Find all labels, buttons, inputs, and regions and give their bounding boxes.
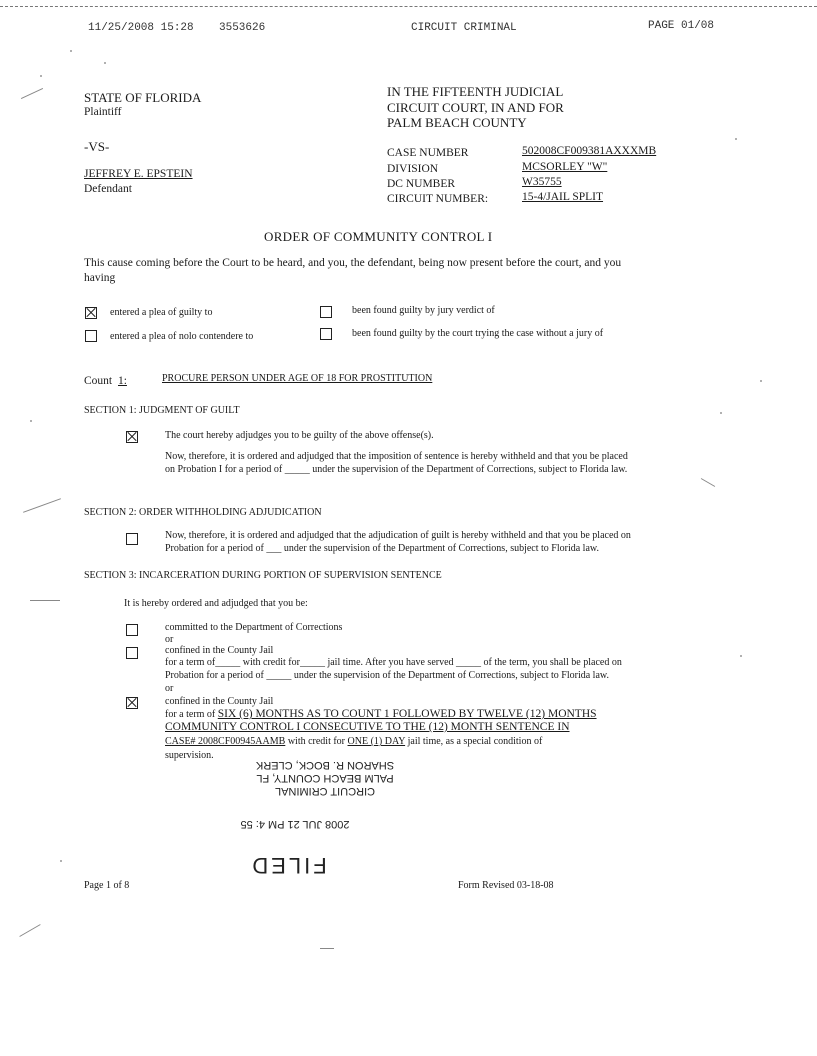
- doc-commitment-checkbox[interactable]: [126, 624, 138, 636]
- page-indicator: Page 1 of 8: [84, 880, 130, 891]
- stamp-line-1: CIRCUIT CRIMINAL: [274, 785, 376, 797]
- term-prefix: for a term of: [165, 709, 218, 720]
- scan-stroke: [23, 498, 61, 513]
- scan-speck: [104, 62, 106, 64]
- county-jail-option-2-line-2: [165, 708, 597, 720]
- fax-page-number: PAGE 01/08: [648, 20, 715, 32]
- related-case-number: CASE# 2008CF00945AAMB: [165, 736, 286, 747]
- division-value: MCSORLEY "W": [522, 161, 608, 173]
- scan-speck: [760, 380, 762, 382]
- scan-speck: [740, 655, 742, 657]
- count-number: 1:: [118, 375, 127, 387]
- or-separator-1: or: [165, 634, 174, 645]
- defendant-name: JEFFREY E. EPSTEIN: [84, 168, 193, 180]
- credit-prefix: with credit for: [285, 736, 348, 747]
- court-verdict-label: been found guilty by the court trying the case without a jury of: [352, 328, 604, 339]
- plea-guilty-label: entered a plea of guilty to: [110, 307, 213, 318]
- county-jail-option-1-line-1: confined in the County Jail: [165, 645, 274, 656]
- section-1-guilt-checkbox[interactable]: [126, 431, 138, 443]
- stamp-date: 2008 JUL 21 PM 4: 55: [240, 818, 350, 830]
- circuit-number-label: CIRCUIT NUMBER:: [387, 193, 489, 205]
- scan-stroke: [701, 478, 715, 487]
- court-verdict-checkbox[interactable]: [320, 328, 332, 340]
- scan-speck: [720, 412, 722, 414]
- plaintiff-label: Plaintiff: [84, 106, 122, 118]
- county-jail-option-1-line-2: for a term of_____ with credit for_____ jail time. After you have served _____ of the term, you shall be placed on: [165, 657, 622, 668]
- county-jail-option-2-line-5: supervision.: [165, 750, 214, 761]
- section-1-para-line-2: on Probation I for a period of _____ under the supervision of the Department of Corrections, subject to Florida law.: [165, 464, 628, 475]
- or-separator-2: or: [165, 683, 174, 694]
- section-1-line: The court hereby adjudges you to be guilty of the above offense(s).: [165, 430, 434, 441]
- count-offense: PROCURE PERSON UNDER AGE OF 18 FOR PROSTITUTION: [162, 373, 433, 384]
- jury-verdict-label: been found guilty by jury verdict of: [352, 305, 495, 316]
- term-value: SIX (6) MONTHS AS TO COUNT 1 FOLLOWED BY TWELVE (12) MONTHS: [217, 708, 597, 720]
- county-jail-option-2-checkbox[interactable]: [126, 697, 138, 709]
- section-2-heading: SECTION 2: ORDER WITHHOLDING ADJUDICATION: [84, 507, 322, 518]
- intro-line-1: This cause coming before the Court to be heard, and you, the defendant, being now present before the court, and you: [84, 257, 622, 269]
- county-jail-option-2-line-4: [165, 736, 542, 747]
- county-jail-option-1-line-3: Probation for a period of _____ under the supervision of the Department of Corrections, subject to Florida law.: [165, 670, 609, 681]
- scan-speck: [60, 860, 62, 862]
- clerk-filing-stamp: [240, 758, 410, 797]
- scan-speck: [735, 138, 737, 140]
- section-1-para-line-1: Now, therefore, it is ordered and adjudged that the imposition of sentence is hereby withheld and that you be placed: [165, 451, 628, 462]
- court-line-2: CIRCUIT COURT, IN AND FOR: [387, 100, 564, 115]
- division-label: DIVISION: [387, 163, 439, 175]
- intro-line-2: having: [84, 272, 116, 284]
- court-line-1: IN THE FIFTEENTH JUDICIAL: [387, 84, 564, 99]
- defendant-label: Defendant: [84, 183, 132, 195]
- credit-suffix: jail time, as a special condition of: [405, 736, 543, 747]
- county-jail-option-1-checkbox[interactable]: [126, 647, 138, 659]
- county-jail-option-2-line-3: COMMUNITY CONTROL I CONSECUTIVE TO THE (12) MONTH SENTENCE IN: [165, 721, 570, 733]
- section-3-heading: SECTION 3: INCARCERATION DURING PORTION OF SUPERVISION SENTENCE: [84, 570, 442, 581]
- scan-stroke: [30, 600, 60, 601]
- dc-number-label: DC NUMBER: [387, 178, 456, 190]
- scan-speck: [70, 50, 72, 52]
- scan-stroke: [320, 948, 334, 949]
- scan-stroke: [21, 88, 43, 99]
- scan-speck: [30, 420, 32, 422]
- count-label: Count: [84, 375, 113, 387]
- fax-border-line: [0, 6, 817, 7]
- fax-datetime: 11/25/2008 15:28: [88, 22, 194, 34]
- scan-stroke: [19, 924, 40, 937]
- case-number-value: 502008CF009381AXXXMB: [522, 145, 657, 157]
- section-2-withhold-checkbox[interactable]: [126, 533, 138, 545]
- form-revision: Form Revised 03-18-08: [458, 880, 554, 891]
- doc-commitment-label: committed to the Department of Corrections: [165, 622, 343, 633]
- plea-nolo-checkbox[interactable]: [85, 330, 97, 342]
- fax-number: 3553626: [219, 22, 266, 34]
- state-name: STATE OF FLORIDA: [84, 90, 202, 105]
- stamp-line-2: PALM BEACH COUNTY, FL: [256, 772, 394, 784]
- court-line-3: PALM BEACH COUNTY: [387, 115, 527, 130]
- versus-label: -VS-: [84, 139, 110, 154]
- jail-credit-value: ONE (1) DAY: [347, 736, 406, 747]
- plea-nolo-label: entered a plea of nolo contendere to: [110, 331, 254, 342]
- plea-guilty-checkbox[interactable]: [85, 307, 97, 319]
- stamp-filed: FILED: [249, 853, 327, 878]
- scan-speck: [40, 75, 42, 77]
- fax-center-title: CIRCUIT CRIMINAL: [411, 22, 517, 34]
- document-title: ORDER OF COMMUNITY CONTROL I: [264, 229, 493, 244]
- circuit-number-value: 15-4/JAIL SPLIT: [522, 191, 604, 203]
- case-number-label: CASE NUMBER: [387, 147, 469, 159]
- section-1-heading: SECTION 1: JUDGMENT OF GUILT: [84, 405, 240, 416]
- jury-verdict-checkbox[interactable]: [320, 306, 332, 318]
- section-3-intro: It is hereby ordered and adjudged that you be:: [124, 598, 308, 609]
- section-2-para-line-1: Now, therefore, it is ordered and adjudged that the adjudication of guilt is hereby withheld and that you be placed on: [165, 530, 631, 541]
- stamp-line-3: SHARON R. BOCK, CLERK: [255, 759, 395, 771]
- section-2-para-line-2: Probation for a period of ___ under the supervision of the Department of Corrections, subject to Florida law.: [165, 543, 599, 554]
- dc-number-value: W35755: [522, 176, 562, 188]
- county-jail-option-2-line-1: confined in the County Jail: [165, 696, 274, 707]
